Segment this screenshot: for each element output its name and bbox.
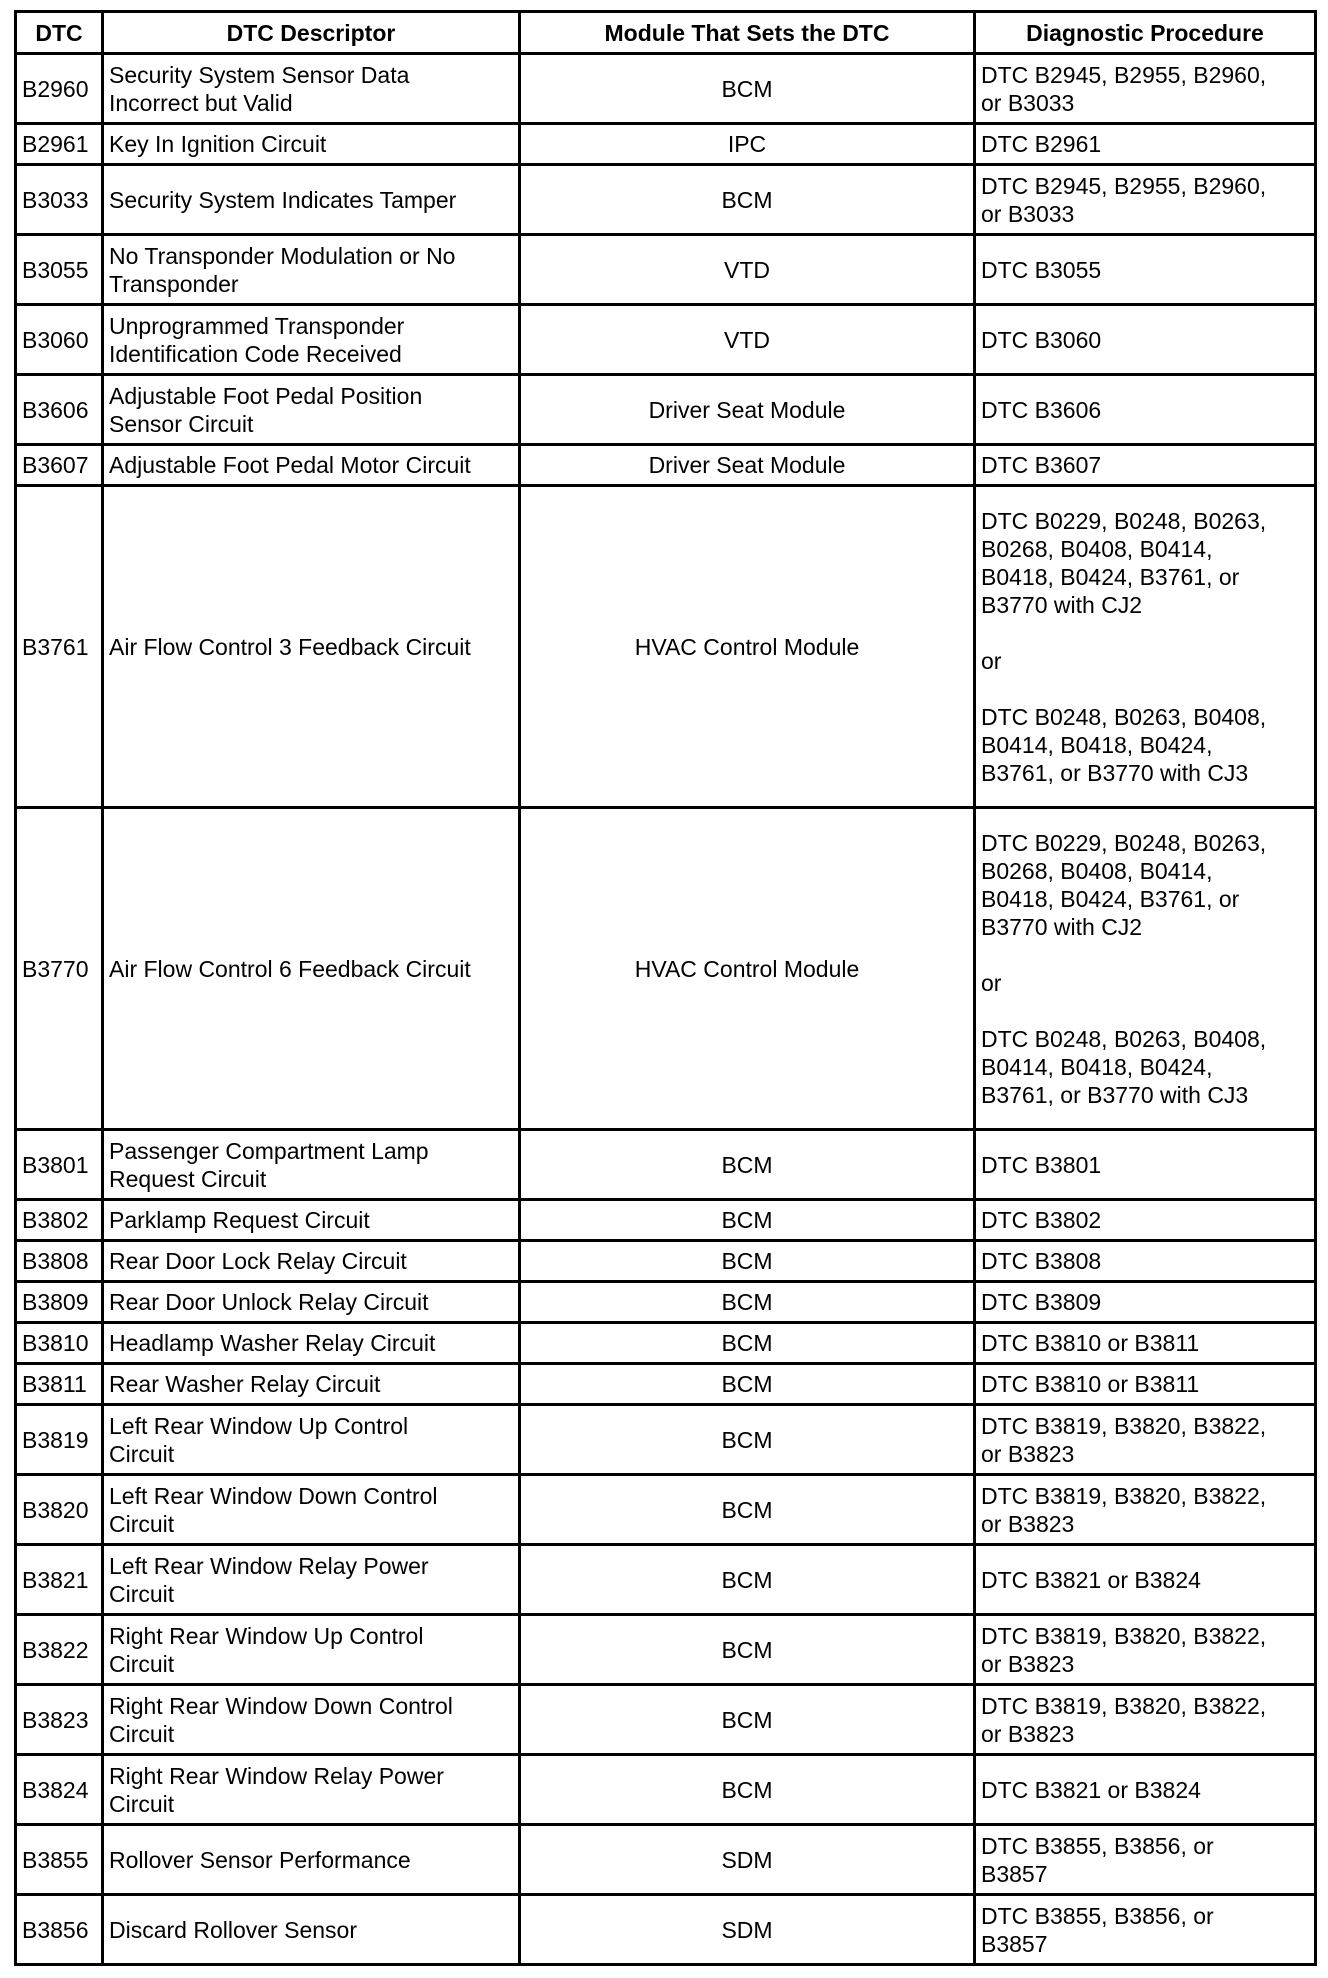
table-row [16,124,1316,165]
module-cell: IPC [520,124,975,165]
dtc-code-cell: B3033 [16,165,103,235]
dtc-descriptor-cell: Rear Washer Relay Circuit [103,1364,520,1405]
procedure-cell: DTC B3819, B3820, B3822, or B3823 [975,1615,1316,1685]
table-row [16,1895,1316,1965]
dtc-code-cell: B3060 [16,305,103,375]
procedure-cell: DTC B3809 [975,1282,1316,1323]
dtc-code-cell: B2960 [16,54,103,124]
table-body [16,54,1316,1965]
dtc-code-cell: B3810 [16,1323,103,1364]
procedure-cell: DTC B3810 or B3811 [975,1323,1316,1364]
table-row [16,165,1316,235]
dtc-code-cell: B3808 [16,1241,103,1282]
dtc-descriptor-cell: Unprogrammed Transponder Identification Code Received [103,305,520,375]
dtc-descriptor-cell: Discard Rollover Sensor [103,1895,520,1965]
procedure-cell: DTC B3607 [975,445,1316,486]
header-procedure: Diagnostic Procedure [975,12,1316,54]
module-cell: SDM [520,1895,975,1965]
dtc-code-cell: B3811 [16,1364,103,1405]
dtc-descriptor-cell: Key In Ignition Circuit [103,124,520,165]
dtc-descriptor-cell: Air Flow Control 3 Feedback Circuit [103,486,520,808]
table-row [16,1825,1316,1895]
module-cell: BCM [520,1282,975,1323]
table-row [16,1405,1316,1475]
dtc-descriptor-cell: Right Rear Window Relay Power Circuit [103,1755,520,1825]
dtc-descriptor-cell: Rear Door Unlock Relay Circuit [103,1282,520,1323]
table-row [16,1323,1316,1364]
dtc-descriptor-cell: Air Flow Control 6 Feedback Circuit [103,808,520,1130]
procedure-cell: DTC B3060 [975,305,1316,375]
dtc-descriptor-cell: Adjustable Foot Pedal Motor Circuit [103,445,520,486]
table-row [16,375,1316,445]
dtc-descriptor-cell: Parklamp Request Circuit [103,1200,520,1241]
dtc-descriptor-cell: Left Rear Window Relay Power Circuit [103,1545,520,1615]
procedure-cell: DTC B3808 [975,1241,1316,1282]
procedure-cell: DTC B3855, B3856, or B3857 [975,1895,1316,1965]
table-row [16,305,1316,375]
dtc-code-cell: B3761 [16,486,103,808]
module-cell: VTD [520,235,975,305]
module-cell: HVAC Control Module [520,808,975,1130]
procedure-cell: DTC B3055 [975,235,1316,305]
procedure-cell: DTC B0229, B0248, B0263, B0268, B0408, B0414, B0418, B0424, B3761, or B3770 with CJ2 or DTC B0248, B0263, B0408, B0414, B0418, B0424, B3761, or B3770 with CJ3 [975,486,1316,808]
procedure-cell: DTC B3855, B3856, or B3857 [975,1825,1316,1895]
dtc-table [14,10,1317,1966]
procedure-cell: DTC B3801 [975,1130,1316,1200]
dtc-descriptor-cell: Right Rear Window Down Control Circuit [103,1685,520,1755]
table-row [16,1755,1316,1825]
table-row [16,445,1316,486]
dtc-descriptor-cell: No Transponder Modulation or No Transponder [103,235,520,305]
module-cell: BCM [520,1755,975,1825]
header-module: Module That Sets the DTC [520,12,975,54]
dtc-descriptor-cell: Security System Sensor Data Incorrect but Valid [103,54,520,124]
dtc-code-cell: B3770 [16,808,103,1130]
dtc-code-cell: B3801 [16,1130,103,1200]
module-cell: BCM [520,1323,975,1364]
procedure-cell: DTC B2961 [975,124,1316,165]
procedure-cell: DTC B3819, B3820, B3822, or B3823 [975,1475,1316,1545]
header-descriptor: DTC Descriptor [103,12,520,54]
table-row [16,1241,1316,1282]
dtc-code-cell: B3606 [16,375,103,445]
dtc-code-cell: B3820 [16,1475,103,1545]
module-cell: BCM [520,165,975,235]
table-row [16,1282,1316,1323]
dtc-descriptor-cell: Rear Door Lock Relay Circuit [103,1241,520,1282]
module-cell: BCM [520,1364,975,1405]
module-cell: VTD [520,305,975,375]
procedure-cell: DTC B2945, B2955, B2960, or B3033 [975,54,1316,124]
procedure-cell: DTC B3802 [975,1200,1316,1241]
procedure-cell: DTC B3821 or B3824 [975,1755,1316,1825]
dtc-code-cell: B3823 [16,1685,103,1755]
procedure-cell: DTC B3606 [975,375,1316,445]
dtc-code-cell: B3856 [16,1895,103,1965]
module-cell: Driver Seat Module [520,375,975,445]
module-cell: BCM [520,1405,975,1475]
dtc-descriptor-cell: Adjustable Foot Pedal Position Sensor Circuit [103,375,520,445]
dtc-code-cell: B3607 [16,445,103,486]
dtc-descriptor-cell: Rollover Sensor Performance [103,1825,520,1895]
procedure-cell: DTC B3819, B3820, B3822, or B3823 [975,1685,1316,1755]
dtc-code-cell: B3855 [16,1825,103,1895]
table-row [16,1615,1316,1685]
table-row [16,1200,1316,1241]
module-cell: SDM [520,1825,975,1895]
module-cell: BCM [520,1685,975,1755]
dtc-code-cell: B3819 [16,1405,103,1475]
dtc-descriptor-cell: Left Rear Window Down Control Circuit [103,1475,520,1545]
dtc-code-cell: B3821 [16,1545,103,1615]
dtc-code-cell: B3802 [16,1200,103,1241]
dtc-descriptor-cell: Headlamp Washer Relay Circuit [103,1323,520,1364]
dtc-code-cell: B3055 [16,235,103,305]
table-row [16,1475,1316,1545]
dtc-descriptor-cell: Passenger Compartment Lamp Request Circuit [103,1130,520,1200]
module-cell: BCM [520,1545,975,1615]
dtc-code-cell: B2961 [16,124,103,165]
table-row [16,1685,1316,1755]
module-cell: BCM [520,1475,975,1545]
table-row [16,1364,1316,1405]
dtc-code-cell: B3824 [16,1755,103,1825]
module-cell: BCM [520,1615,975,1685]
table-row [16,808,1316,1130]
procedure-cell: DTC B3821 or B3824 [975,1545,1316,1615]
module-cell: BCM [520,1130,975,1200]
table-row [16,1130,1316,1200]
module-cell: Driver Seat Module [520,445,975,486]
module-cell: BCM [520,1200,975,1241]
table-row [16,1545,1316,1615]
module-cell: BCM [520,54,975,124]
module-cell: BCM [520,1241,975,1282]
table-row [16,54,1316,124]
dtc-descriptor-cell: Left Rear Window Up Control Circuit [103,1405,520,1475]
module-cell: HVAC Control Module [520,486,975,808]
dtc-descriptor-cell: Security System Indicates Tamper [103,165,520,235]
procedure-cell: DTC B0229, B0248, B0263, B0268, B0408, B0414, B0418, B0424, B3761, or B3770 with CJ2 or DTC B0248, B0263, B0408, B0414, B0418, B0424, B3761, or B3770 with CJ3 [975,808,1316,1130]
table-header-row [16,12,1316,54]
dtc-code-cell: B3809 [16,1282,103,1323]
header-dtc: DTC [16,12,103,54]
dtc-descriptor-cell: Right Rear Window Up Control Circuit [103,1615,520,1685]
procedure-cell: DTC B2945, B2955, B2960, or B3033 [975,165,1316,235]
table-row [16,235,1316,305]
procedure-cell: DTC B3810 or B3811 [975,1364,1316,1405]
procedure-cell: DTC B3819, B3820, B3822, or B3823 [975,1405,1316,1475]
dtc-code-cell: B3822 [16,1615,103,1685]
table-row [16,486,1316,808]
